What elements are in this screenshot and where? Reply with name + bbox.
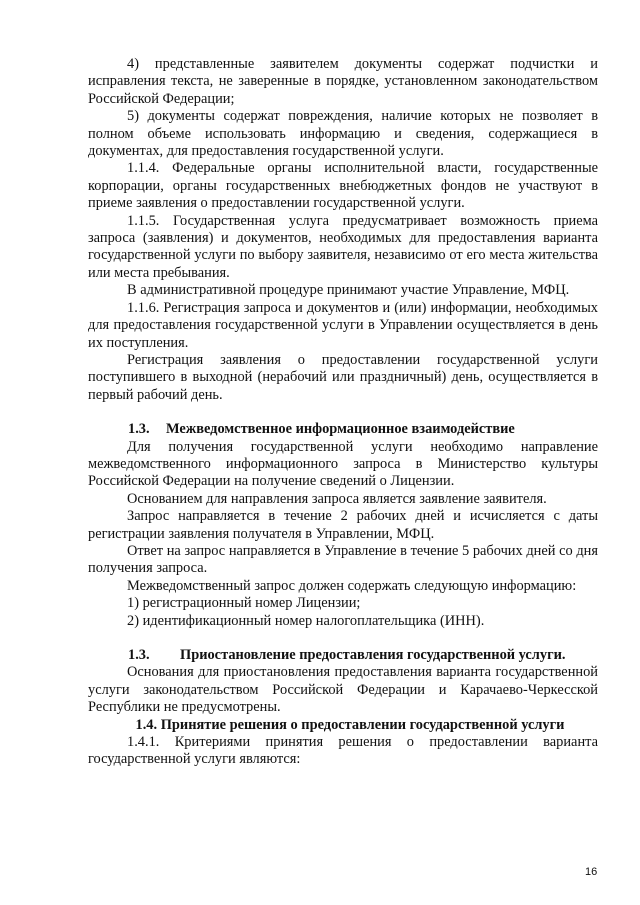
paragraph-response-deadline: Ответ на запрос направляется в Управление в течение 5 рабочих дней со дня получения запроса. <box>88 542 598 577</box>
paragraph-registration: Регистрация заявления о предоставлении государственной услуги поступившего в выходной (нерабочий или праздничный) день, осуществляется в первый рабочий день. <box>88 351 598 403</box>
paragraph-interagency-request: Для получения государственной услуги необходимо направление межведомственного информационного запроса в Министерство культуры Российской Федерации на получение сведений о Лицензии. <box>88 438 598 490</box>
paragraph-item-4: 4) представленные заявителем документы содержат подчистки и исправления текста, не заверенные в порядке, установленном законодательством Российской Федерации; <box>88 56 598 107</box>
paragraph-request-deadline: Запрос направляется в течение 2 рабочих дней и исчисляется с даты регистрации заявления получателя в Управлении, МФЦ. <box>88 508 598 542</box>
paragraph-1-1-5: 1.1.5. Государственная услуга предусматривает возможность приема запроса (заявления) и документов, необходимых для предоставления варианта государственной услуги по выбору заявителя, независимо от его места жительства или места пребывания. <box>88 212 598 281</box>
list-item-license-number: 1) регистрационный номер Лицензии; <box>127 595 361 612</box>
section-number: 1.3. <box>128 647 150 663</box>
paragraph-participants: В административной процедуре принимают участие Управление, МФЦ. <box>127 282 570 299</box>
paragraph-request-content: Межведомственный запрос должен содержать следующую информацию: <box>127 577 577 594</box>
document-page <box>88 56 598 769</box>
paragraph-request-basis: Основанием для направления запроса является заявление заявителя. <box>127 490 547 507</box>
paragraph-1-4-1: 1.4.1. Критериями принятия решения о предоставлении варианта государственной услуги являются: <box>88 734 598 768</box>
section-number: 1.3. <box>128 421 150 438</box>
list-item-inn: 2) идентификационный номер налогоплательщика (ИНН). <box>127 612 485 629</box>
section-heading-decision: 1.4. Принятие решения о предоставлении государственной услуги <box>135 716 565 733</box>
page-number: 16 <box>585 866 598 878</box>
paragraph-item-5: 5) документы содержат повреждения, наличие которых не позволяет в полном объеме использовать информацию и сведения, содержащиеся в документах, для предоставления государственной услуги. <box>88 108 598 160</box>
paragraph-suspension-grounds: Основания для приостановления предоставления варианта государственной услуги законодательством Российской Федерации и Карачаево-Черкесской Республики не предусмотрены. <box>88 664 598 716</box>
paragraph-1-1-4: 1.1.4. Федеральные органы исполнительной власти, государственные корпорации, органы государственных внебюджетных фондов не участвуют в приеме заявления о предоставлении государственной услуги. <box>88 160 598 212</box>
section-title: Приостановление предоставления государственной услуги. <box>180 647 566 663</box>
section-title: Межведомственное информационное взаимодействие <box>166 421 515 438</box>
section-heading-interagency <box>128 421 598 438</box>
section-heading-suspension <box>128 647 598 664</box>
paragraph-1-1-6: 1.1.6. Регистрация запроса и документов и (или) информации, необходимых для предоставления государственной услуги в Управлении осуществляется в день их поступления. <box>88 299 598 351</box>
